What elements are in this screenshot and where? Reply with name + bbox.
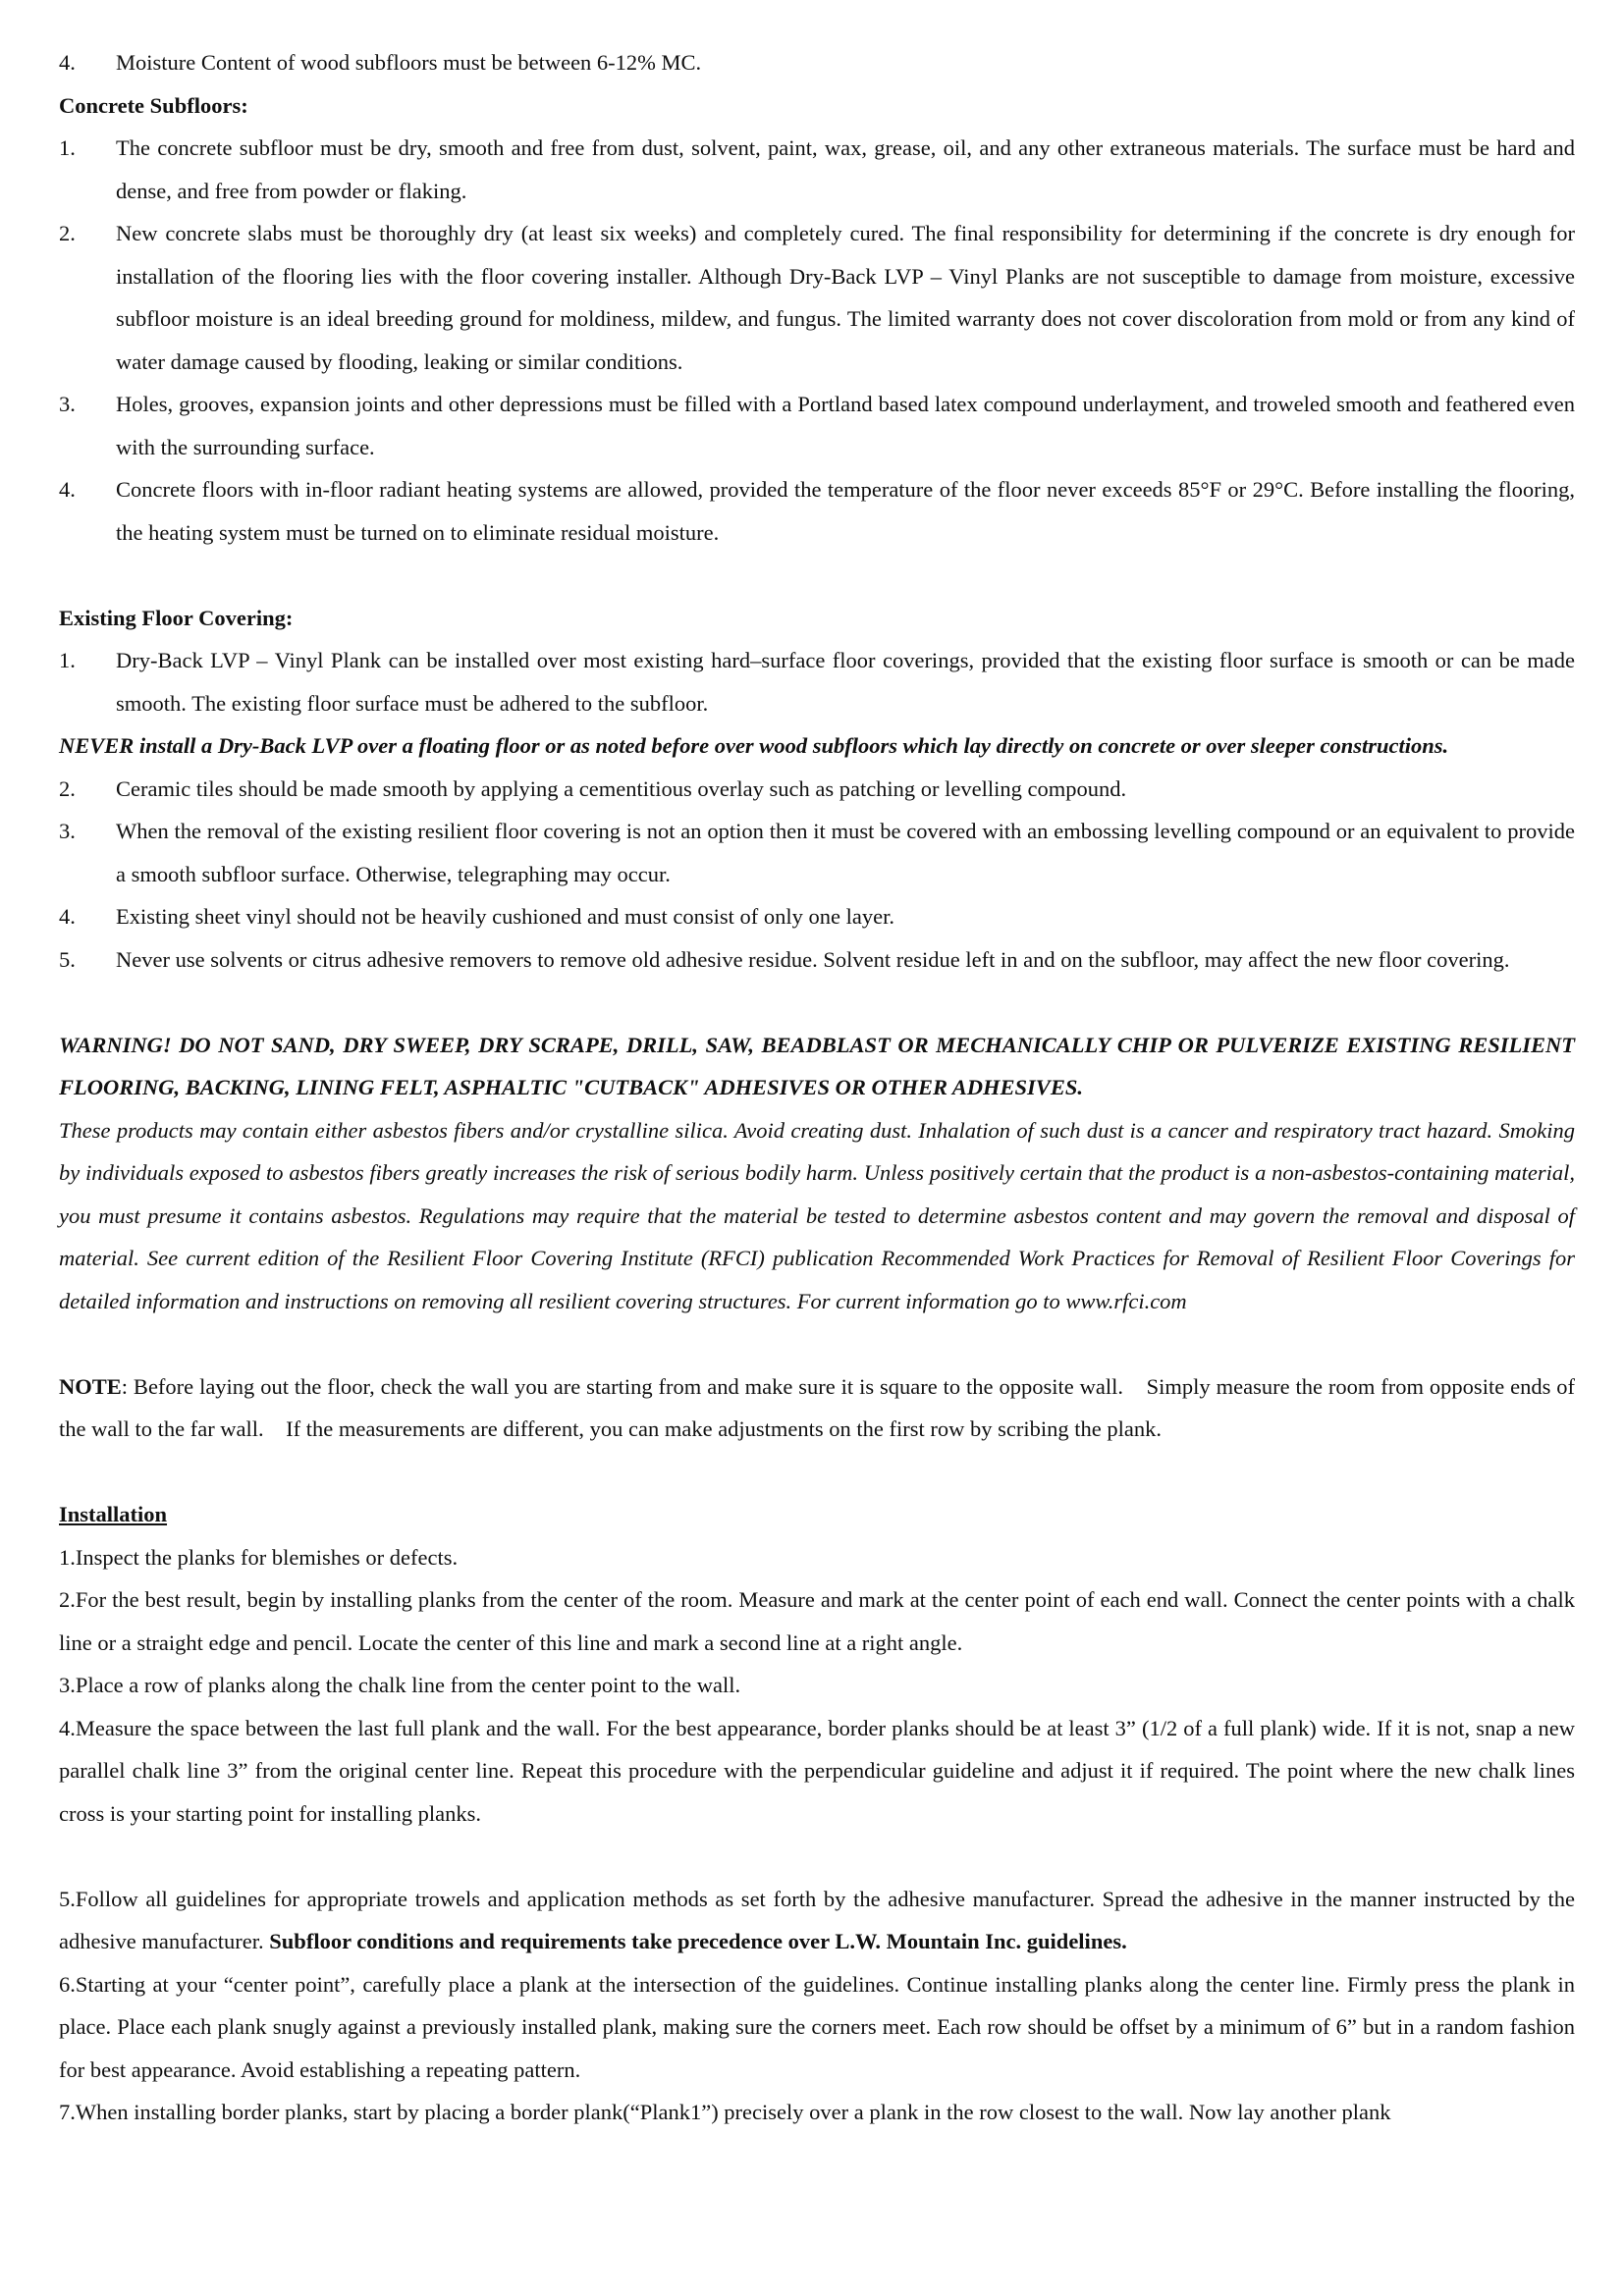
installation-step: 3.Place a row of planks along the chalk line from the center point to the wall. <box>59 1673 741 1697</box>
note-paragraph <box>59 1365 1575 1451</box>
list-number: 4. <box>59 50 76 75</box>
list-text: Dry-Back LVP – Vinyl Plank can be installed over most existing hard–surface floor coverings, provided that the existing floor surface is smooth or can be made smooth. The existing floor surface must be adhered to the subfloor. <box>116 648 1575 716</box>
list-item <box>59 127 1575 212</box>
list-text: Existing sheet vinyl should not be heavily cushioned and must consist of only one layer. <box>116 904 895 929</box>
list-text: New concrete slabs must be thoroughly dry (at least six weeks) and completely cured. The final responsibility for determining if the concrete is dry enough for installation of the flooring lies with the floor covering installer. Although Dry-Back LVP – Vinyl Planks are not susceptible to damage from moisture, excessive subfloor moisture is an ideal breeding ground for moldiness, mildew, and fungus. The limited warranty does not cover discoloration from mold or from any kind of water damage caused by flooding, leaking or similar conditions. <box>116 221 1575 374</box>
list-number: 2. <box>59 221 76 245</box>
document-page <box>59 41 1575 2134</box>
list-item <box>59 212 1575 383</box>
list-text: Concrete floors with in-floor radiant heating systems are allowed, provided the temperature of the floor never exceeds 85°F or 29°C. Before installing the flooring, the heating system must be turned on to eliminate residual moisture. <box>116 477 1575 545</box>
list-item <box>59 810 1575 895</box>
list-item <box>59 768 1575 811</box>
list-number: 4. <box>59 904 76 929</box>
section-heading-installation: Installation <box>59 1502 168 1526</box>
section-heading-concrete: Concrete Subfloors: <box>59 92 248 118</box>
list-text: The concrete subfloor must be dry, smooth and free from dust, solvent, paint, wax, grease, oil, and any other extraneous materials. The surface must be hard and dense, and free from powder or flaking. <box>116 135 1575 203</box>
installation-step: 6.Starting at your “center point”, carefully place a plank at the intersection of the guidelines. Continue installing planks along the center line. Firmly press the plank in place. Place each plank snugly against a previously installed plank, making sure the corners meet. Each row should be offset by a minimum of 6” but in a random fashion for best appearance. Avoid establishing a repeating pattern. <box>59 1971 1575 2082</box>
list-item <box>59 41 1575 84</box>
list-number: 2. <box>59 775 76 801</box>
never-note: NEVER install a Dry-Back LVP over a floating floor or as noted before over wood subfloors which lay directly on concrete or over sleeper constructions. <box>59 733 1449 758</box>
step-bold-text: Subfloor conditions and requirements take precedence over L.W. Mountain Inc. guidelines. <box>269 1929 1127 1953</box>
section-heading-existing: Existing Floor Covering: <box>59 605 294 630</box>
list-item <box>59 895 1575 938</box>
note-text: : Before laying out the floor, check the wall you are starting from and make sure it is square to the opposite wall. Simply measure the room from opposite ends of the wall to the far wall. If the measurements are different, you can make adjustments on the first row by scribing the plank. <box>59 1373 1575 1441</box>
spacer <box>59 981 1575 1024</box>
list-number: 1. <box>59 648 76 672</box>
list-text: Never use solvents or citrus adhesive removers to remove old adhesive residue. Solvent residue left in and on the subfloor, may affect the new floor covering. <box>116 946 1510 972</box>
step-text: 5.Follow all guidelines for appropriate trowels and application methods as set forth by the adhesive manufacturer. Spread the adhesive in the manner instructed by the adhesive manufacturer. <box>59 1886 1575 1953</box>
warning-body: These products may contain either asbestos fibers and/or crystalline silica. Avoid creating dust. Inhalation of such dust is a cancer and respiratory tract hazard. Smoking by individuals exposed to asbestos fibers greatly increases the risk of serious bodily harm. Unless positively certain that the product is a non-asbestos-containing material, you must presume it contains asbestos. Regulations may require that the material be tested to determine asbestos content and may govern the removal and disposal of material. See current edition of the Resilient Floor Covering Institute (RFCI) publication Recommended Work Practices for Removal of Resilient Floor Coverings for detailed information and instructions on removing all resilient covering structures. For current information go to www.rfci.com <box>59 1117 1575 1313</box>
list-text: When the removal of the existing resilient floor covering is not an option then it must be covered with an embossing levelling compound or an equivalent to provide a smooth subfloor surface. Otherwise, telegraphing may occur. <box>116 819 1575 886</box>
spacer <box>59 1451 1575 1494</box>
installation-step: 4.Measure the space between the last full plank and the wall. For the best appearance, border planks should be at least 3” (1/2 of a full plank) wide. If it is not, snap a new parallel chalk line 3” from the original center line. Repeat this procedure with the perpendicular guideline and adjust it if required. The point where the new chalk lines cross is your starting point for installing planks. <box>59 1715 1575 1826</box>
note-label: NOTE <box>59 1373 122 1399</box>
spacer <box>59 1835 1575 1878</box>
list-text: Holes, grooves, expansion joints and other depressions must be filled with a Portland based latex compound underlayment, and troweled smooth and feathered even with the surrounding surface. <box>116 392 1575 459</box>
list-text: Ceramic tiles should be made smooth by applying a cementitious overlay such as patching or levelling compound. <box>116 775 1127 801</box>
spacer <box>59 1322 1575 1365</box>
spacer <box>59 554 1575 597</box>
list-item <box>59 639 1575 724</box>
list-number: 5. <box>59 946 76 972</box>
list-number: 3. <box>59 819 76 843</box>
installation-step <box>59 1878 1575 1963</box>
installation-step: 2.For the best result, begin by installing planks from the center of the room. Measure and mark at the center point of each end wall. Connect the center points with a chalk line or a straight edge and pencil. Locate the center of this line and mark a second line at a right angle. <box>59 1587 1575 1655</box>
installation-step: 1.Inspect the planks for blemishes or defects. <box>59 1544 459 1570</box>
installation-step: 7.When installing border planks, start by placing a border plank(“Plank1”) precisely over a plank in the row closest to the wall. Now lay another plank <box>59 2100 1391 2124</box>
list-number: 1. <box>59 135 76 160</box>
list-item <box>59 938 1575 982</box>
list-number: 4. <box>59 477 76 502</box>
list-text: Moisture Content of wood subfloors must be between 6-12% MC. <box>116 50 702 75</box>
list-item <box>59 383 1575 468</box>
warning-title: WARNING! DO NOT SAND, DRY SWEEP, DRY SCRAPE, DRILL, SAW, BEADBLAST OR MECHANICALLY CHIP OR PULVERIZE EXISTING RESILIENT FLOORING, BACKING, LINING FELT, ASPHALTIC "CUTBACK" ADHESIVES OR OTHER ADHESIVES. <box>59 1032 1575 1099</box>
list-number: 3. <box>59 392 76 416</box>
list-item <box>59 468 1575 554</box>
